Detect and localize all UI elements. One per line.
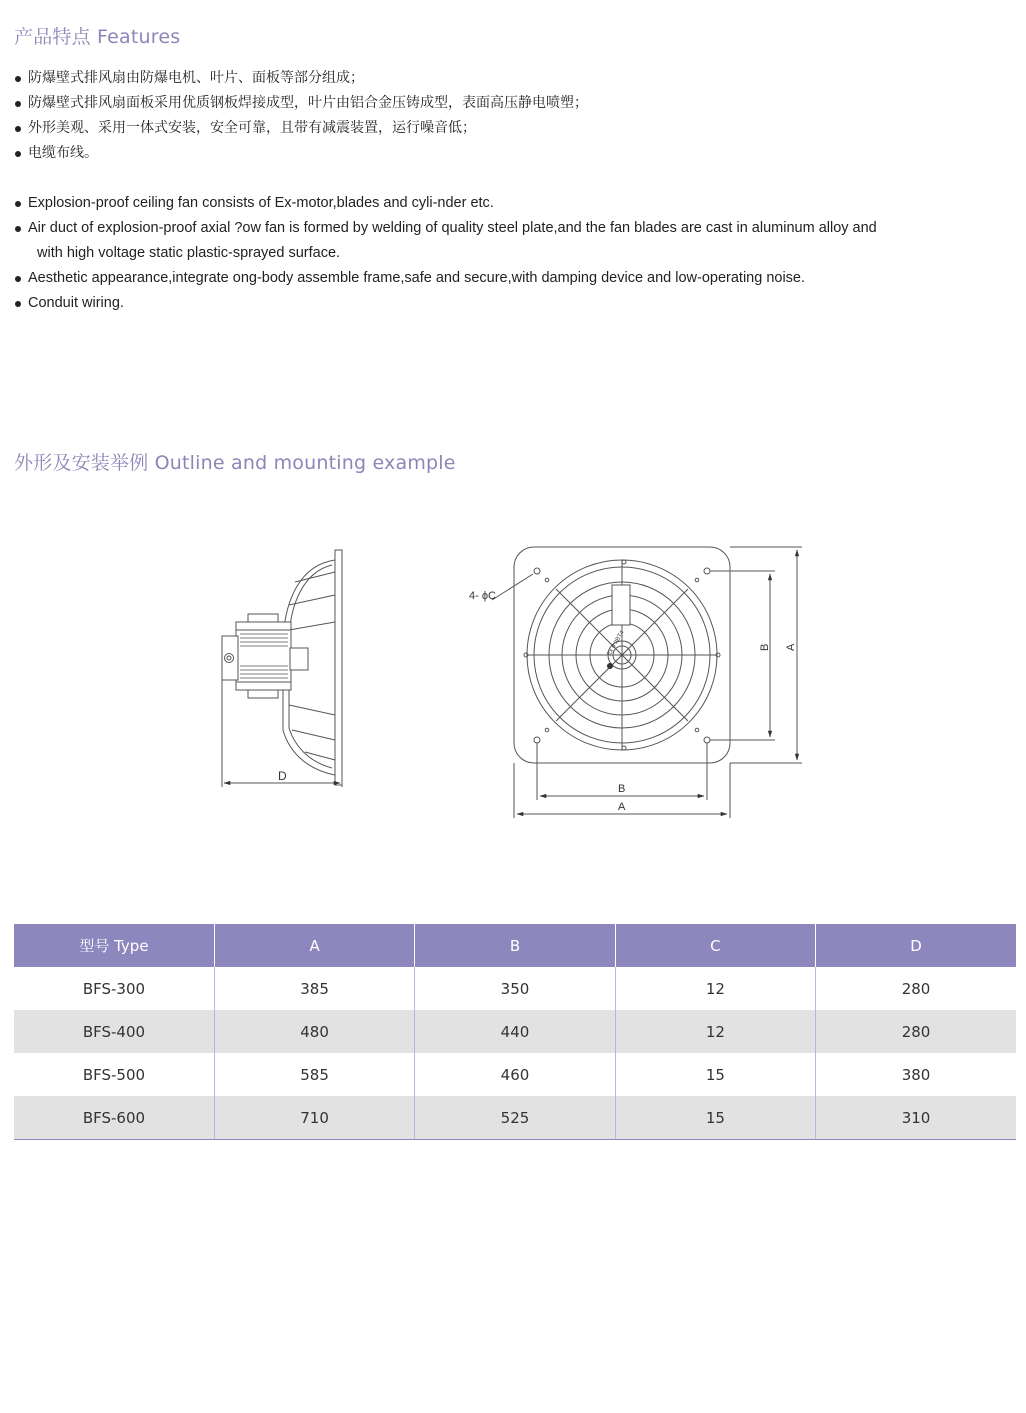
cell-c: 15 [615,1096,815,1140]
table-row [14,967,1016,1010]
cell-type: BFS-500 [14,1053,214,1096]
features-title: 产品特点 Features [14,26,181,48]
cell-d: 280 [816,1010,1016,1053]
header-d: D [816,924,1016,967]
outline-drawings [200,530,820,830]
table-row [14,1010,1016,1053]
en-bullet-text: Air duct of explosion-proof axial ?ow fan is formed by welding of quality steel plate,and the fan blades are cast in aluminum alloy and [28,220,877,236]
cell-a: 710 [214,1096,414,1140]
outline-title: 外形及安装举例 Outline and mounting example [14,452,456,474]
cell-type: BFS-300 [14,967,214,1010]
cell-b: 440 [415,1010,615,1053]
table-row [14,1053,1016,1096]
cell-d: 280 [816,967,1016,1010]
cn-bullet: 防爆壁式排风扇由防爆电机、叶片、面板等部分组成； [14,66,1014,91]
cell-type: BFS-400 [14,1010,214,1053]
cell-b: 350 [415,967,615,1010]
cell-a: 480 [214,1010,414,1053]
spec-table [14,924,1016,1140]
cn-bullet: 外形美观、采用一体式安装，安全可靠，且带有减震装置，运行噪音低； [14,116,1014,141]
cell-b: 460 [415,1053,615,1096]
cell-type: BFS-600 [14,1096,214,1140]
cell-a: 385 [214,967,414,1010]
header-a: A [214,924,414,967]
cell-d: 380 [816,1053,1016,1096]
header-b: B [415,924,615,967]
side-dim-d-label: D [278,769,287,783]
cell-c: 15 [615,1053,815,1096]
nameplate-dot [607,663,613,669]
cell-c: 12 [615,967,815,1010]
front-view-drawing [492,547,802,818]
header-type: 型号 Type [14,924,214,967]
side-view-drawing [222,550,342,787]
header-c: C [615,924,815,967]
cell-c: 12 [615,1010,815,1053]
table-row [14,1096,1016,1140]
front-dim-a-vertical-label: A [785,643,797,651]
hole-label: 4- ϕC [469,590,496,602]
en-bullet: Aesthetic appearance,integrate ong-body assemble frame,safe and secure,with damping device and low-operating noise. [14,266,1014,291]
badge-text: Ex d IIBT4 [606,629,626,658]
cell-d: 310 [816,1096,1016,1140]
table-header-row [14,924,1016,967]
en-bullet: Explosion-proof ceiling fan consists of Ex-motor,blades and cyli-nder etc. [14,191,1014,216]
en-bullet-continuation: with high voltage static plastic-sprayed surface. [37,245,341,261]
features-en-list [14,191,1014,316]
front-dim-b-vertical-label: B [759,643,771,651]
front-dim-b-label: B [618,783,626,795]
cn-bullet: 防爆壁式排风扇面板采用优质钢板焊接成型，叶片由铝合金压铸成型，表面高压静电喷塑； [14,91,1014,116]
features-cn-list [14,66,1014,166]
front-dim-a-label: A [618,801,626,813]
cn-bullet: 电缆布线。 [14,141,1014,166]
cell-b: 525 [415,1096,615,1140]
en-bullet: Conduit wiring. [14,291,1014,316]
en-bullet [14,216,1014,266]
cell-a: 585 [214,1053,414,1096]
